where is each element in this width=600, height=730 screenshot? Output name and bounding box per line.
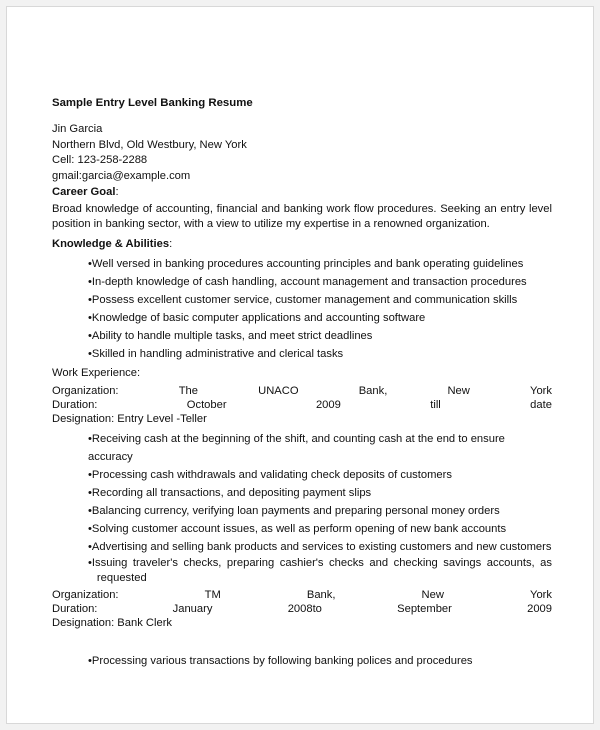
resume-content [52, 96, 552, 673]
job1-duration-word: October [186, 398, 227, 411]
work-experience-heading: Work Experience: [52, 366, 141, 379]
list-item: • Solving customer account issues, as well as perform opening of new bank accounts [88, 520, 552, 538]
list-item: • Possess excellent customer service, customer management and communication skills [88, 291, 552, 309]
contact-email: gmail:garcia@example.com [52, 170, 191, 183]
job1-org-word: UNACO [258, 385, 299, 398]
list-item: • Processing cash withdrawals and validating check deposits of customers [88, 466, 552, 484]
career-goal-heading-row [52, 185, 552, 201]
job1-duration-word: Duration: [52, 398, 98, 411]
list-item [88, 556, 552, 586]
list-item: • Ability to handle multiple tasks, and meet strict deadlines [88, 327, 552, 345]
job2-duration-word: 2009 [527, 602, 552, 615]
job1-org-word: The [178, 385, 198, 398]
job1-duration-word: date [530, 398, 552, 411]
resume-page [6, 6, 594, 724]
career-goal-heading: Career Goal [52, 185, 116, 198]
job1-duration-word: 2009 [315, 398, 341, 411]
list-item: • Advertising and selling bank products and services to existing customers and new customers [88, 538, 552, 556]
job2-duration-word: January [172, 602, 213, 615]
career-goal-line-2: position in banking sector, with a view to utilize my expertise in a renowned organization. [52, 217, 490, 230]
wrap-duty-line-2: requested [96, 572, 147, 585]
knowledge-heading-row [52, 237, 552, 253]
career-goal-colon: : [115, 185, 119, 198]
wrap-duty-line-1: Issuing traveler's checks, preparing cashier's checks and checking savings accounts, as [91, 557, 552, 570]
contact-cell: Cell: 123-258-2288 [52, 154, 148, 167]
job2-organization [52, 589, 552, 603]
list-item: • Skilled in handling administrative and clerical tasks [88, 345, 552, 363]
job2-org-word: Organization: [52, 589, 119, 602]
job2-duration [52, 603, 552, 617]
career-goal-line-1: Broad knowledge of accounting, financial and banking work flow procedures. Seeking an entry level [52, 202, 552, 215]
job2-duration-word: September [397, 602, 452, 615]
list-item: • Well versed in banking procedures accounting principles and bank operating guidelines [88, 255, 552, 273]
list-item: • Knowledge of basic computer applications and accounting software [88, 309, 552, 327]
contact-name: Jin Garcia [52, 122, 103, 135]
knowledge-colon: : [169, 237, 173, 250]
job1-duration [52, 399, 552, 413]
list-item: • Receiving cash at the beginning of the shift, and counting cash at the end to ensure accuracy [88, 430, 552, 466]
job2-duration-word: Duration: [52, 602, 98, 615]
job2-org-word: TM [204, 589, 221, 602]
job2-duties [52, 652, 552, 670]
wrap-duty [92, 556, 552, 586]
list-item: • Recording all transactions, and depositing payment slips [88, 484, 552, 502]
resume-title: Sample Entry Level Banking Resume [52, 97, 253, 109]
job1-duration-word: till [430, 398, 441, 411]
job1-duties [52, 430, 552, 586]
job2-org-word: Bank, [306, 589, 336, 602]
job1-org-word: York [530, 385, 552, 398]
career-goal-text [52, 202, 552, 232]
job1-org-word: Organization: [52, 385, 119, 398]
job1-designation: Designation: Entry Level -Teller [52, 413, 207, 426]
job2-duration-word: 2008to [287, 602, 322, 615]
job1-org-word: New [447, 385, 470, 398]
knowledge-list [52, 255, 552, 363]
job2-org-word: New [421, 589, 444, 602]
list-item: • Balancing currency, verifying loan payments and preparing personal money orders [88, 502, 552, 520]
job1-organization [52, 385, 552, 399]
list-item: • In-depth knowledge of cash handling, account management and transaction procedures [88, 273, 552, 291]
job2-org-word: York [530, 589, 552, 602]
job1-org-word: Bank, [358, 385, 388, 398]
list-item: • Processing various transactions by following banking polices and procedures [88, 652, 552, 670]
contact-address: Northern Blvd, Old Westbury, New York [52, 138, 247, 151]
knowledge-heading: Knowledge & Abilities [52, 237, 170, 250]
job2-designation: Designation: Bank Clerk [52, 617, 173, 630]
